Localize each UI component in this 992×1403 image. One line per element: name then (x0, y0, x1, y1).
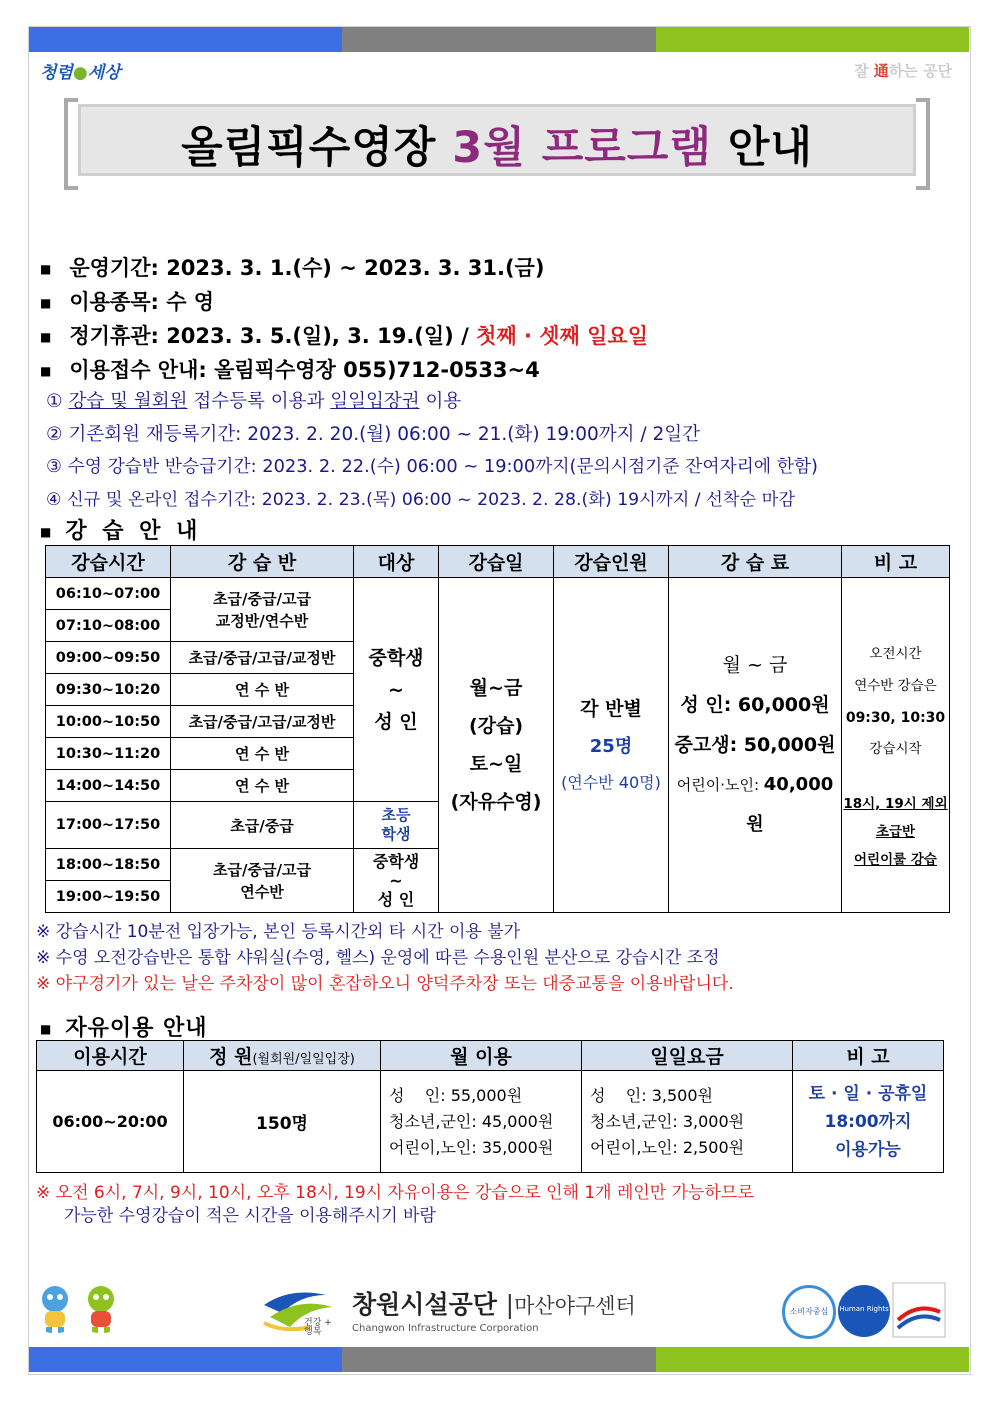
days-cell: 월~금 (강습) 토~일 (자유수영) (439, 578, 554, 913)
time-cell: 09:30~10:20 (46, 674, 171, 706)
free-use-table (36, 1040, 944, 1173)
class-cell: 초급/중급/고급 교정반/연수반 (171, 578, 354, 642)
sub-note-1: ① 강습 및 월회원 접수등록 이용과 일일입장권 이용 (46, 391, 462, 412)
remark-cell (842, 578, 950, 913)
fee-child: 어린이·노인: 40,000원 (676, 774, 834, 835)
lesson-note-3: ※ 야구경기가 있는 날은 주차장이 많이 혼잡하오니 양덕주차장 또는 대중교통을 이용바랍니다. (36, 974, 734, 994)
page-title: 올림픽수영장 3월 프로그램 안내 (181, 123, 813, 173)
consumer-badge-icon: 소비자중심 (782, 1285, 836, 1339)
daily-fee-cell: 성 인: 3,500원 청소년,군인: 3,000원 어린이,노인: 2,500원 (582, 1071, 793, 1173)
certification-icon (892, 1282, 946, 1338)
time-cell: 18:00~18:50 (46, 849, 171, 881)
human-rights-badge-icon: Human Rights (838, 1285, 890, 1337)
fee-adult: 성 인: 60,000원 (680, 694, 830, 716)
col-class: 강 습 반 (171, 546, 354, 578)
class-cell: 초급/중급/고급 연수반 (171, 849, 354, 913)
remark-children: 18시, 19시 제외 초급반 어린이룰 강습 (843, 796, 948, 868)
corp-name: 창원시설공단 |마산야구센터 (352, 1290, 636, 1319)
col-time: 강습시간 (46, 546, 171, 578)
class-cell: 연 수 반 (171, 674, 354, 706)
mascot-green-icon (82, 1283, 120, 1333)
col-capacity: 강습인원 (554, 546, 669, 578)
title-banner (64, 98, 930, 182)
fee-youth: 중고생: 50,000원 (674, 734, 836, 756)
col-target: 대상 (354, 546, 439, 578)
bottom-color-bar (29, 1347, 969, 1372)
free-note-2: 가능한 수영강습이 적은 시간을 이용해주시기 바람 (64, 1206, 436, 1226)
time-cell: 17:00~17:50 (46, 802, 171, 849)
sub-note-4: ④ 신규 및 온라인 접수기간: 2023. 2. 23.(목) 06:00 ~ 2023. 2. 28.(화) 19시까지 / 선착순 마감 (46, 490, 796, 510)
time-cell: 09:00~09:50 (46, 642, 171, 674)
integrity-logo: 청렴●세상 (40, 63, 121, 83)
time-cell: 07:10~08:00 (46, 610, 171, 642)
col-free-capacity: 정 원(월회원/일일입장) (184, 1041, 381, 1071)
remark-time: 09:30, 10:30 (845, 710, 946, 726)
class-cell: 연 수 반 (171, 770, 354, 802)
free-capacity-cell: 150명 (184, 1071, 381, 1173)
time-cell: 10:30~11:20 (46, 738, 171, 770)
top-color-bar (29, 27, 969, 52)
fee-days: 월 ~ 금 (722, 654, 788, 676)
sub-note-2: ② 기존회원 재등록기간: 2023. 2. 20.(월) 06:00 ~ 21.(화) 19:00까지 / 2일간 (46, 424, 701, 445)
fee-cell (669, 578, 842, 913)
lesson-note-2: ※ 수영 오전강습반은 통합 샤워실(수영, 헬스) 운영에 따른 수용인원 분산으로 강습시간 조정 (36, 948, 720, 968)
info-period: ■ 운영기간: 2023. 3. 1.(수) ~ 2023. 3. 31.(금) (40, 256, 545, 280)
col-fee: 강 습 료 (669, 546, 842, 578)
free-note-cell: 토 · 일 · 공휴일 18:00까지 이용가능 (793, 1071, 944, 1173)
free-section-title: ■ 자유이용 안내 (40, 1016, 208, 1041)
lessons-table (45, 545, 950, 913)
class-cell: 연 수 반 (171, 738, 354, 770)
lesson-note-1: ※ 강습시간 10분전 입장가능, 본인 등록시간외 타 시간 이용 불가 (36, 922, 521, 942)
col-days: 강습일 (439, 546, 554, 578)
corp-slogan-logo: 잘 通하는 공단 (854, 62, 952, 80)
target-cell: 중학생 ~ 성 인 (354, 849, 439, 913)
col-monthly: 월 이용 (381, 1041, 582, 1071)
class-cell: 초급/중급 (171, 802, 354, 849)
free-note-1: ※ 오전 6시, 7시, 9시, 10시, 오후 18시, 19시 자유이용은 강습으로 인해 1개 레인만 가능하므로 (36, 1183, 754, 1203)
capacity-cell (554, 578, 669, 913)
capacity-text: 각 반별 (580, 698, 642, 720)
info-contact: ■ 이용접수 안내: 올림픽수영장 055)712-0533~4 (40, 358, 540, 382)
target-cell: 중학생 ~ 성 인 (354, 578, 439, 802)
corp-english-name: Changwon Infrastructure Corporation (352, 1323, 539, 1334)
monthly-fee-cell: 성 인: 55,000원 청소년,군인: 45,000원 어린이,노인: 35,000원 (381, 1071, 582, 1173)
mascot-blue-icon (36, 1283, 74, 1333)
time-cell: 10:00~10:50 (46, 706, 171, 738)
col-note: 비 고 (842, 546, 950, 578)
free-time-cell: 06:00~20:00 (37, 1071, 184, 1173)
class-cell: 초급/중급/고급/교정반 (171, 706, 354, 738)
target-cell: 초등 학생 (354, 802, 439, 849)
sub-note-3: ③ 수영 강습반 반승급기간: 2023. 2. 22.(수) 06:00 ~ 19:00까지(문의시점기준 잔여자리에 한함) (46, 456, 818, 477)
info-sport: ■ 이용종목: 수 영 (40, 290, 215, 314)
remark-start: 강습시작 (869, 741, 922, 757)
col-free-time: 이용시간 (37, 1041, 184, 1071)
time-cell: 19:00~19:50 (46, 881, 171, 913)
time-cell: 14:00~14:50 (46, 770, 171, 802)
lessons-section-title: ■ 강 습 안 내 (40, 519, 202, 544)
capacity-extra: (연수반 40명) (561, 773, 661, 792)
class-cell: 초급/중급/고급/교정반 (171, 642, 354, 674)
time-cell: 06:10~07:00 (46, 578, 171, 610)
col-free-note: 비 고 (793, 1041, 944, 1071)
info-closed: ■ 정기휴관: 2023. 3. 5.(일), 3. 19.(일) / 첫째 · 셋째 일요일 (40, 324, 648, 348)
capacity-count: 25명 (589, 736, 633, 757)
col-daily: 일일요금 (582, 1041, 793, 1071)
corp-slogan: 건강 + 행복 (304, 1318, 332, 1337)
remark-morning: 오전시간 연수반 강습은 (854, 646, 937, 694)
